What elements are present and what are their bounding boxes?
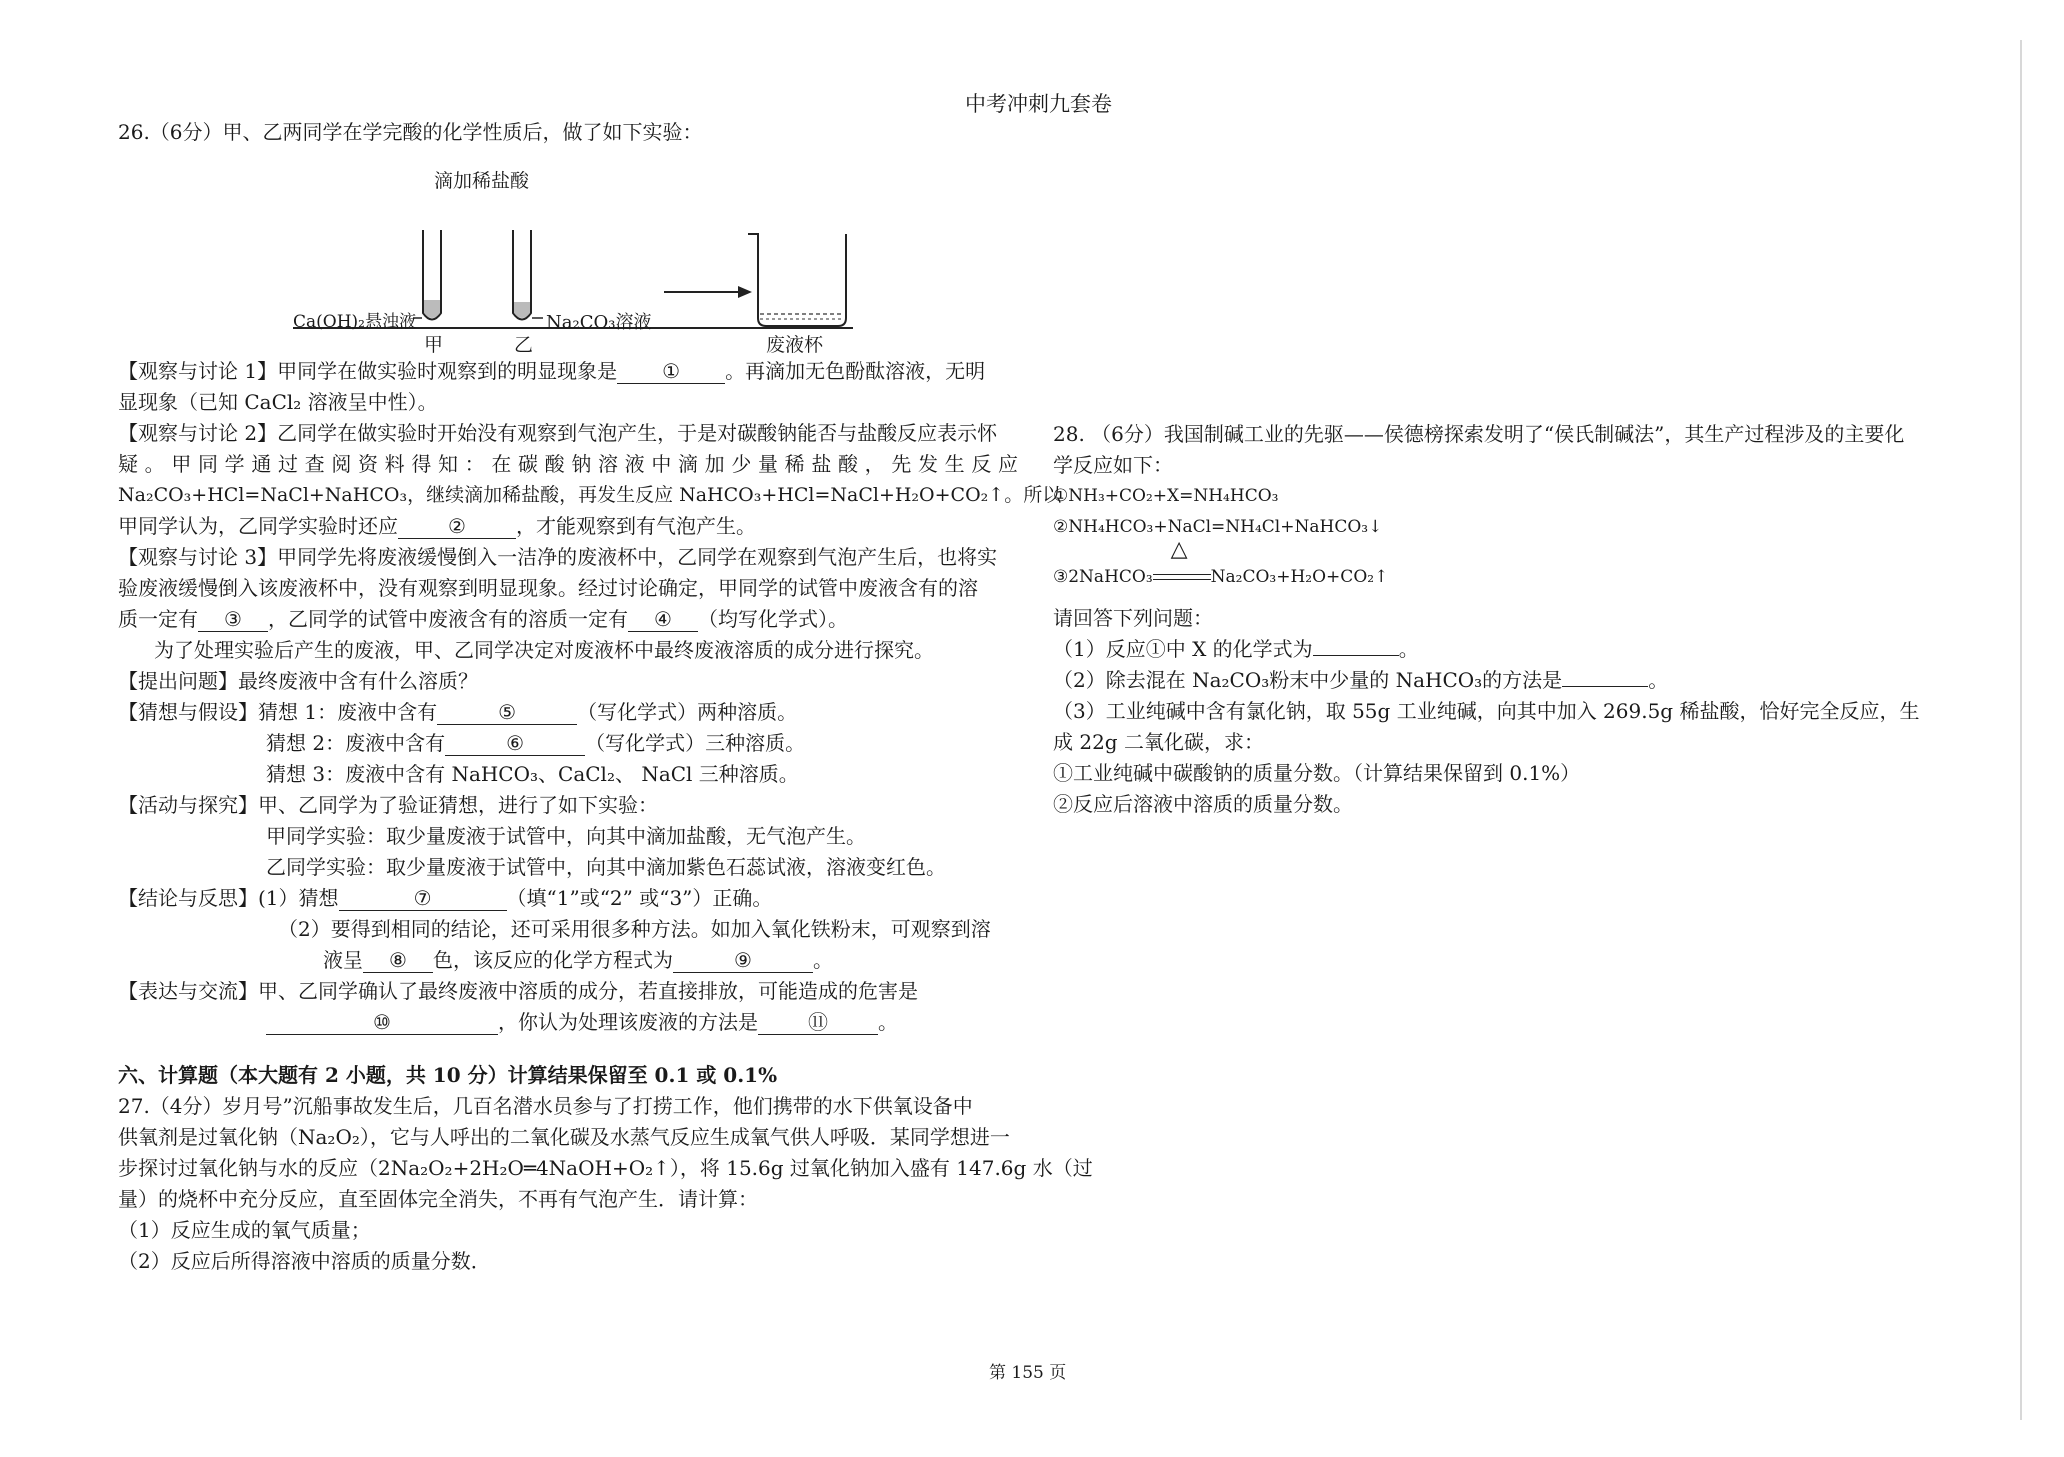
- expr-text: ，你认为处理该废液的方法是: [498, 1010, 758, 1034]
- obs3-text-cont: ，乙同学的试管中废液含有的溶质一定有: [268, 607, 628, 631]
- q28-part-3d: ②反应后溶液中溶质的质量分数。: [1053, 792, 1353, 816]
- conc-line-1: [118, 883, 1018, 914]
- reaction-3-left: ③2NaHCO₃: [1053, 567, 1153, 587]
- q28-part-3c: ①工业纯碱中碳酸钠的质量分数。（计算结果保留到 0.1%）: [1053, 761, 1581, 785]
- obs3-line-3: [118, 604, 1018, 635]
- expr-line-1: 【表达与交流】甲、乙同学确认了最终废液中溶质的成分，若直接排放，可能造成的危害是: [118, 979, 918, 1003]
- q27-line-4: 量）的烧杯中充分反应，直至固体完全消失，不再有气泡产生．请计算：: [118, 1187, 758, 1211]
- obs3-line-2: 验废液缓慢倒入该废液杯中，没有观察到明显现象。经过讨论确定，甲同学的试管中废液含有的溶: [118, 576, 978, 600]
- obs1-line: [118, 356, 1018, 387]
- blank-2[interactable]: ②: [398, 514, 516, 539]
- right-column: [1053, 419, 1953, 820]
- reaction-3-arrow: [1153, 536, 1211, 588]
- blank-1[interactable]: ①: [617, 359, 725, 384]
- beaker-label: 废液杯: [766, 334, 824, 356]
- blank-9[interactable]: ⑨: [673, 948, 813, 973]
- reaction-2: ②NH₄HCO₃+NaCl=NH₄Cl+NaHCO₃↓: [1053, 517, 1383, 537]
- q27-sub-1: （1）反应生成的氧气质量；: [118, 1218, 371, 1242]
- tube-b-contents: Na₂CO₃溶液: [546, 312, 652, 333]
- act-line-a: 甲同学实验：取少量废液于试管中，向其中滴加盐酸，无气泡产生。: [266, 824, 866, 848]
- expr-line-2: [118, 1007, 1018, 1038]
- blank-8[interactable]: ⑧: [363, 948, 433, 973]
- q27-line-1: 27.（4分）岁月号”沉船事故发生后，几百名潜水员参与了打捞工作，他们携带的水下供氧设备中: [118, 1094, 973, 1118]
- conc-line-2: （2）要得到相同的结论，还可采用很多种方法。如加入氧化铁粉末，可观察到溶: [278, 917, 991, 941]
- experiment-diagram: [118, 150, 1018, 356]
- obs1-text: 【观察与讨论 1】甲同学在做实验时观察到的明显现象是: [118, 359, 618, 383]
- section-6-heading: 六、计算题（本大题有 2 小题，共 10 分）计算结果保留至 0.1 或 0.1%: [118, 1063, 778, 1087]
- blank-10[interactable]: ⑩: [266, 1010, 498, 1035]
- hyp1-text: 猜想 1：废液中含有: [258, 700, 438, 724]
- q28-ask: 请回答下列问题：: [1053, 606, 1213, 630]
- dropper-label: 滴加稀盐酸: [434, 170, 530, 192]
- obs2-line-3: Na₂CO₃+HCl=NaCl+NaHCO₃，继续滴加稀盐酸，再发生反应 NaHCO₃+HCl=NaCl+H₂O+CO₂↑。所以: [118, 484, 1062, 506]
- blank-4[interactable]: ④: [628, 607, 698, 632]
- obs3-text: 质一定有: [118, 607, 198, 631]
- tube-b-label: 乙: [514, 334, 534, 356]
- obs3-line-1: 【观察与讨论 3】甲同学先将废液缓慢倒入一洁净的废液杯中，乙同学在观察到气泡产生后，也将实: [118, 545, 998, 569]
- obs1-line-2: 显现象（已知 CaCl₂ 溶液呈中性）。: [118, 390, 438, 414]
- q27-line-2: 供氧剂是过氧化钠（Na₂O₂），它与人呼出的二氧化碳及水蒸气反应生成氧气供人呼吸．某同学想进一: [118, 1125, 1010, 1149]
- expr-text-end: 。: [878, 1010, 898, 1034]
- obs2-line-1: 【观察与讨论 2】乙同学在做实验时开始没有观察到气泡产生，于是对碳酸钠能否与盐酸反应表示怀: [118, 421, 998, 445]
- tube-a-contents: Ca(OH)₂悬浊液: [293, 312, 416, 332]
- obs3-text-end: （均写化学式）。: [698, 607, 848, 631]
- conc-text-cont: （填“1”或“2” 或“3”）正确。: [506, 886, 773, 910]
- blank-6[interactable]: ⑥: [445, 731, 585, 756]
- q28-p2-text: （2）除去混在 Na₂CO₃粉末中少量的 NaHCO₃的方法是: [1053, 668, 1563, 692]
- conc-text: 【结论与反思】(1）猜想: [118, 886, 339, 910]
- conc2-text: 液呈: [323, 948, 363, 972]
- q28-line-2: 学反应如下：: [1053, 453, 1173, 477]
- conc2-text-end: 。: [813, 948, 833, 972]
- reaction-3: [1053, 536, 1953, 603]
- page-number: 第 155 页: [989, 1363, 1067, 1383]
- q28-part-3b: 成 22g 二氧化碳，求：: [1053, 730, 1264, 754]
- q27-line-3: 步探讨过氧化钠与水的反应（2Na₂O₂+2H₂O═4NaOH+O₂↑），将 15.6g 过氧化钠加入盛有 147.6g 水（过: [118, 1156, 1093, 1180]
- blank-5[interactable]: ⑤: [437, 700, 577, 725]
- hyp-label: 【猜想与假设】: [118, 700, 258, 724]
- page-header: 中考冲刺九套卷: [965, 92, 1112, 116]
- obs2-line-4: [118, 511, 1018, 542]
- reaction-3-right: Na₂CO₃+H₂O+CO₂↑: [1210, 567, 1389, 587]
- hyp2-text: 猜想 2：废液中含有: [266, 731, 446, 755]
- hyp2-text-cont: （写化学式）三种溶质。: [585, 731, 806, 755]
- q28-part-1: [1053, 634, 1953, 665]
- act-line-b: 乙同学实验：取少量废液于试管中，向其中滴加紫色石蕊试液，溶液变红色。: [266, 855, 946, 879]
- q28-line-1: 28. （6分）我国制碱工业的先驱——侯德榜探索发明了“侯氏制碱法”，其生产过程涉及的主要化: [1053, 422, 1905, 446]
- q28-p1-text: （1）反应①中 X 的化学式为: [1053, 637, 1313, 661]
- q28-p2-end: 。: [1648, 668, 1669, 692]
- tube-a-label: 甲: [424, 334, 444, 356]
- obs2-line-2: 疑。甲同学通过查阅资料得知：在碳酸钠溶液中滴加少量稀盐酸，先发生反应: [118, 452, 1018, 476]
- blank-11[interactable]: ⑪: [758, 1010, 878, 1035]
- page-edge-line: [2020, 40, 2022, 1420]
- blank-7[interactable]: ⑦: [339, 886, 507, 911]
- q28-p1-end: 。: [1398, 637, 1419, 661]
- conc2-text-cont: 色，该反应的化学方程式为: [433, 948, 673, 972]
- hyp-line-3: 猜想 3：废液中含有 NaHCO₃、CaCl₂、 NaCl 三种溶质。: [266, 762, 799, 786]
- q28-blank-1[interactable]: [1313, 655, 1399, 656]
- hyp-line-1: [118, 697, 1018, 728]
- q28-part-3a: （3）工业纯碱中含有氯化钠，取 55g 工业纯碱，向其中加入 269.5g 稀盐酸，恰好完全反应，生: [1053, 699, 1920, 723]
- heat-condition: △: [1170, 536, 1188, 562]
- question-line: 【提出问题】最终废液中含有什么溶质？: [118, 669, 478, 693]
- blank-3[interactable]: ③: [198, 607, 268, 632]
- reaction-1: ①NH₃+CO₂+X=NH₄HCO₃: [1053, 486, 1279, 506]
- obs1-text-cont: 。再滴加无色酚酞溶液，无明: [725, 359, 986, 383]
- conc-line-3: [118, 945, 1018, 976]
- obs2-text-cont: ，才能观察到有气泡产生。: [516, 514, 756, 538]
- intro-line: 为了处理实验后产生的废液，甲、乙同学决定对废液杯中最终废液溶质的成分进行探究。: [154, 638, 934, 662]
- hyp1-text-cont: （写化学式）两种溶质。: [577, 700, 798, 724]
- q28-part-2: [1053, 665, 1953, 696]
- q26-title: 26.（6分）甲、乙两同学在学完酸的化学性质后，做了如下实验：: [118, 120, 703, 144]
- q27-sub-2: （2）反应后所得溶液中溶质的质量分数．: [118, 1249, 491, 1273]
- left-column: [118, 117, 1093, 1277]
- hyp-line-2: [118, 728, 1018, 759]
- obs2-text: 甲同学认为，乙同学实验时还应: [118, 514, 398, 538]
- act-line: 【活动与探究】甲、乙同学为了验证猜想，进行了如下实验：: [118, 793, 658, 817]
- q28-blank-2[interactable]: [1562, 686, 1648, 687]
